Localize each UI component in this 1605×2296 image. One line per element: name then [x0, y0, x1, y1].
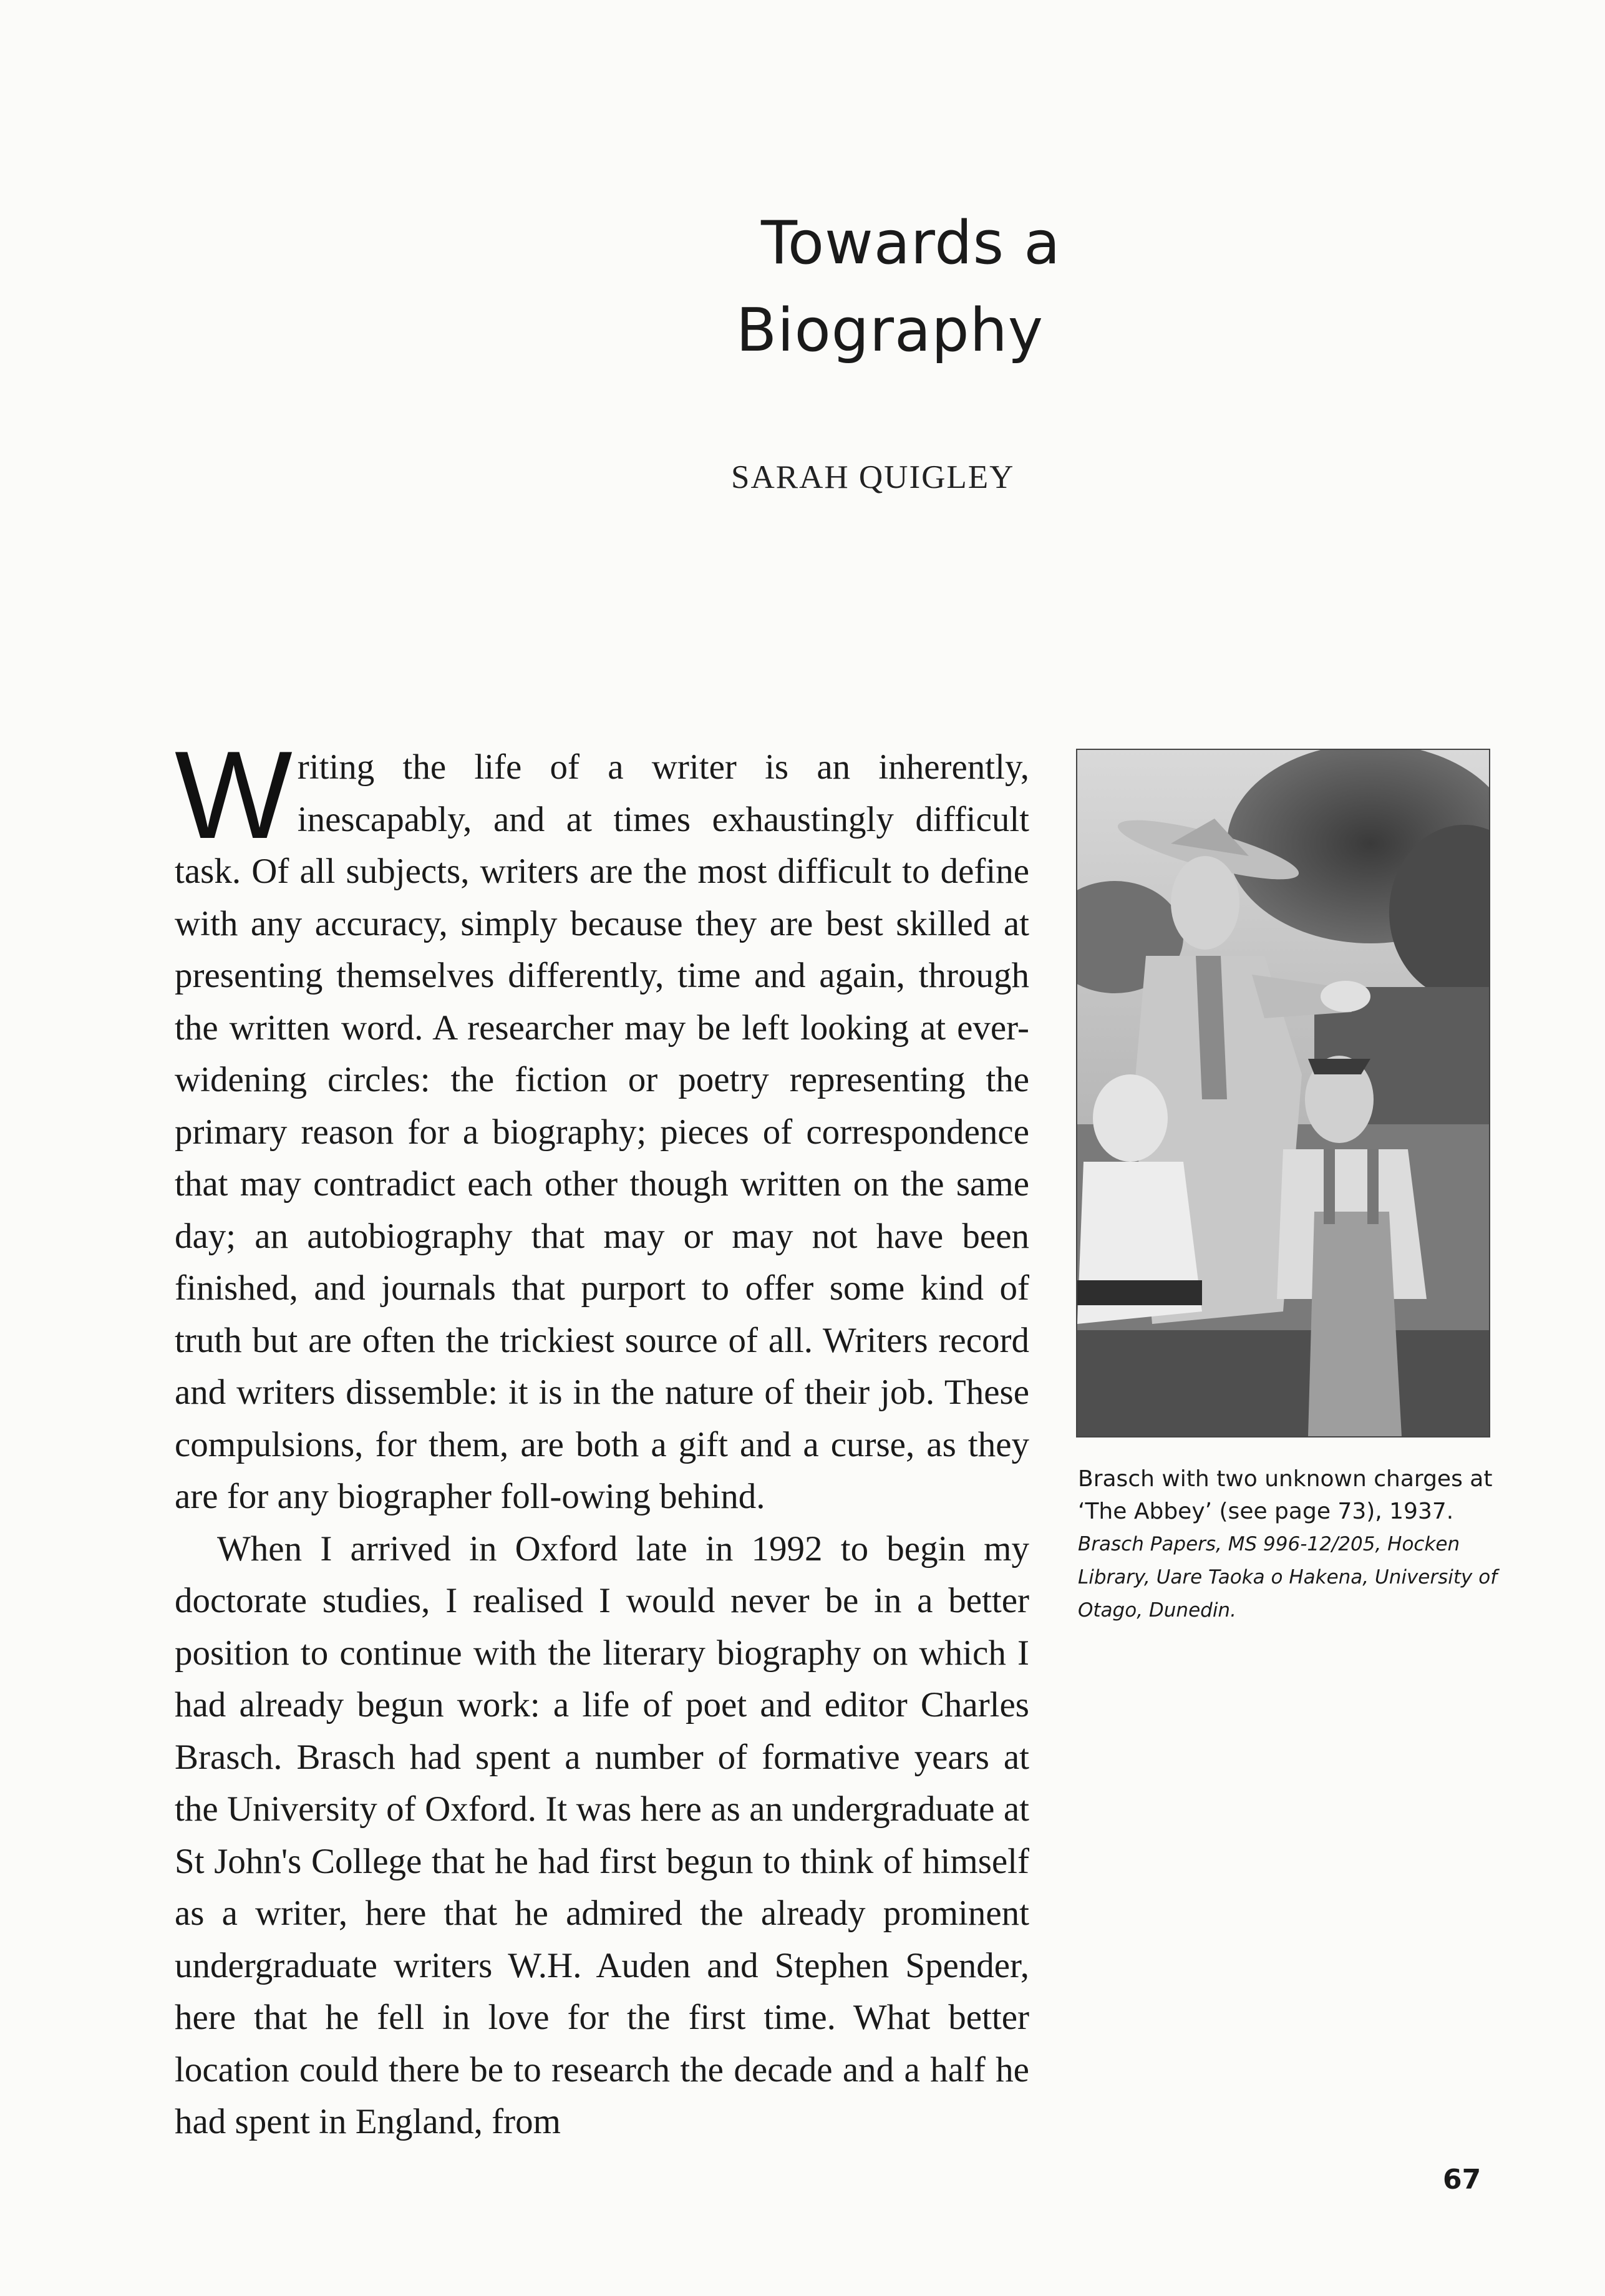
- photograph-image: [1077, 750, 1489, 1436]
- page-number: 67: [1443, 2164, 1481, 2196]
- caption-credit: Brasch Papers, MS 996-12/205, Hocken Library, Uare Taoka o Hakena, University of Otago, Dunedin.: [1078, 1533, 1498, 1622]
- drop-cap: W: [175, 726, 293, 865]
- paragraph-1: [175, 726, 1029, 1523]
- paragraph-2: When I arrived in Oxford late in 1992 to begin my doctorate studies, I realised I would never be in a better position to continue with the literary biography on which I had already begun work: a life of poet and editor Charles Brasch. Brasch had spent a number of formative years at the University of Oxford. It was here as an undergraduate at St John's College that he had first begun to think of himself as a writer, here that he admired the already prominent undergraduate writers W.H. Auden and Stephen Spender, here that he fell in love for the first time. What better location could there be to research the decade and a half he had spent in England, from: [175, 1529, 1029, 2141]
- paragraph-1-text: riting the life of a writer is an inherently, inescapably, and at times exhaustingly difficult task. Of all subjects, writers are the most difficult to define with any accuracy, simply because they are best skilled at presenting themselves differently, time and again, through the written word. A researcher may be left looking at ever-widening circles: the fiction or poetry representing the primary reason for a biography; pieces of correspondence that may contradict each other though written on the same day; an autobiography that may or may not have been finished, and journals that purport to offer some kind of truth but are often the trickiest source of all. Writers record and writers dissemble: it is in the nature of their job. These compulsions, for them, are both a gift and a curse, as they are for any biographer foll-owing behind.: [175, 747, 1029, 1516]
- article-title: [736, 200, 1422, 374]
- caption-text: Brasch with two unknown charges at ‘The Abbey’ (see page 73), 1937.: [1078, 1466, 1493, 1524]
- author-byline: SARAH QUIGLEY: [731, 459, 1015, 495]
- photo-caption: [1078, 1463, 1508, 1627]
- historical-photograph: [1076, 749, 1490, 1437]
- article-title-line-1: Towards a: [761, 209, 1061, 278]
- article-body: [175, 726, 1029, 2148]
- article-title-line-2: Biography: [736, 296, 1044, 365]
